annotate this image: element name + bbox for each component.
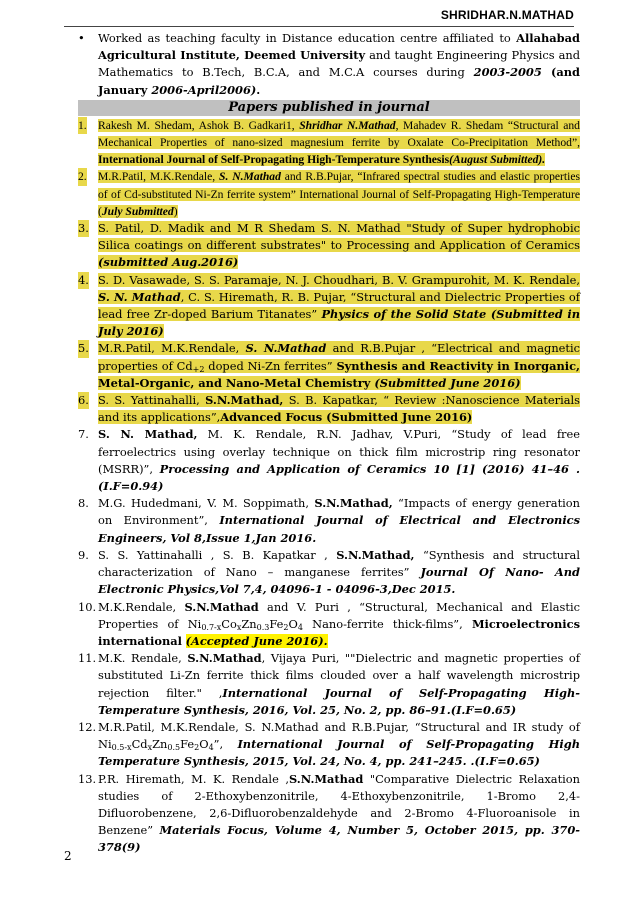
paper-number: 9. [78, 547, 89, 562]
paper-item [78, 272, 580, 341]
document-body [78, 30, 580, 857]
paper-citation: M.K.Rendale, S.N.Mathad and V. Puri , “Structural, Mechanical and Elastic Properties of $Ni_{0.7-x}Co_xZn_{0.3}Fe_2O_4$ Nano-ferrite thick-films”, Microelectronics international (Accepted June 2016). [98, 599, 580, 648]
paper-item [78, 650, 580, 719]
paper-citation: M.K. Rendale, S.N.Mathad, Vijaya Puri, ""Dielectric and magnetic properties of substituted Li-Zn ferrite thick films clouded over a half wavelength microstrip rejection filter." ,International Journal of Self-Propagating High-Temperature Synthesis, 2016, Vol. 25, No. 2, pp. 86–91.(I.F=0.65) [98, 651, 580, 717]
paper-item [78, 547, 580, 599]
paper-citation: M.R.Patil, M.K.Rendale, S. N.Mathad and R.B.Pujar, “Structural and IR study of $Ni_{0.5-x}Cd_xZn_{0.5}Fe_2O_4$”, International Journal of Self-Propagating High Temperature Synthesis, 2015, Vol. 24, No. 4, pp. 241–245. .(I.F=0.65) [98, 719, 580, 769]
paper-citation: M.R.Patil, M.K.Rendale, S. N.Mathad and R.B.Pujar, “Infrared spectral studies and elastic properties of of Cd-substituted Ni-Zn ferrite system” International Journal of Self-Propagating High-Temperature (July Submitted) [98, 170, 580, 218]
paper-number: 8. [78, 496, 89, 511]
paper-item [78, 117, 580, 169]
paper-citation: Rakesh M. Shedam, Ashok B. Gadkari1, Shridhar N.Mathad, Mahadev R. Shedam “Structural and Mechanical Properties of nano-sized magnesium ferrite by Oxalate Co-Precipitation Method”, International Journal of Self-Propagating High-Temperature Synthesis(August Submitted). [98, 118, 580, 167]
paper-citation: S. S. Yattinahalli, S.N.Mathad, S. B. Kapatkar, “ Review :Nanoscience Materials and its applications”,Advanced Focus (Submitted June 2016) [98, 393, 580, 425]
paper-number: 6. [78, 392, 89, 409]
page-number: 2 [64, 849, 72, 863]
paper-number: 11. [78, 651, 97, 666]
paper-citation: S. S. Yattinahalli , S. B. Kapatkar , S.N.Mathad, “Synthesis and structural characterization of Nano – manganese ferrites” Journal Of Nano- And Electronic Physics,Vol 7,4, 04096-1 - 04096-3,Dec 2015. [98, 547, 580, 597]
intro-bullet-item [78, 30, 580, 99]
bullet-icon: • [78, 31, 85, 45]
paper-item [78, 220, 580, 272]
paper-item [78, 426, 580, 495]
paper-citation: S. D. Vasawade, S. S. Paramaje, N. J. Choudhari, B. V. Grampurohit, M. K. Rendale, S. N. Mathad, C. S. Hiremath, R. B. Pujar, “Structural and Dielectric Properties of lead free Zr-doped Barium Titanates” Physics of the Solid State (Submitted in July 2016) [98, 272, 580, 339]
paper-list [78, 117, 580, 857]
paper-item [78, 599, 580, 651]
paper-number: 5. [78, 340, 89, 357]
paper-number: 3. [78, 220, 89, 237]
paper-citation: M.G. Hudedmani, V. M. Soppimath, S.N.Mathad, “Impacts of energy generation on Environment”, International Journal of Electrical and Electronics Engineers, Vol 8,Issue 1,Jan 2016. [98, 496, 580, 545]
paper-number: 4. [78, 272, 89, 289]
paper-item [78, 392, 580, 426]
paper-item [78, 495, 580, 547]
page-header-author: SHRIDHAR.N.MATHAD [440, 8, 574, 22]
paper-number: 13. [78, 771, 97, 786]
paper-citation: S. N. Mathad, M. K. Rendale, R.N. Jadhav, V.Puri, “Study of lead free ferroelectrics using overlay technique on thick film microstrip ring resonator (MSRR)”, Processing and Application of Ceramics 10 [1] (2016) 41–46 .(I.F=0.94) [98, 427, 580, 494]
paper-item [78, 771, 580, 857]
paper-item [78, 719, 580, 771]
section-title: Papers published in journal [78, 100, 580, 116]
paper-number: 12. [78, 719, 97, 734]
intro-text: Worked as teaching faculty in Distance education centre affiliated to Allahabad Agricultural Institute, Deemed University and taught Engineering Physics and Mathematics to B.Tech, B.C.A, and M.C.A courses during 2003-2005 (and January 2006-April2006). [98, 31, 580, 97]
paper-citation: M.R.Patil, M.K.Rendale, S. N.Mathad and R.B.Pujar , “Electrical and magnetic properties of $Cd_{+2}$ doped Ni-Zn ferrites” Synthesis and Reactivity in Inorganic, Metal-Organic, and Nano-Metal Chemistry (Submitted June 2016) [98, 341, 580, 390]
paper-item [78, 168, 580, 220]
paper-number: 10. [78, 599, 97, 614]
paper-citation: P.R. Hiremath, M. K. Rendale ,S.N.Mathad "Comparative Dielectric Relaxation studies of 2-Ethoxybenzonitrile, 4-Ethoxybenzonitrile, 1-Bromo 2,4-Difluorobenzene, 2,6-Difluorobenzaldehyde and 2-Bromo 4-Fluoroanisole in Benzene” Materials Focus, Volume 4, Number 5, October 2015, pp. 370-378(9) [98, 771, 580, 855]
paper-citation: S. Patil, D. Madik and M R Shedam S. N. Mathad "Study of Super hydrophobic Silica coatings on different substrates" to Processing and Application of Ceramics (submitted Aug.2016) [98, 221, 580, 270]
paper-number: 7. [78, 427, 89, 442]
paper-number: 2. [78, 168, 87, 185]
paper-number: 1. [78, 117, 87, 134]
header-rule [64, 26, 574, 27]
paper-item [78, 340, 580, 392]
